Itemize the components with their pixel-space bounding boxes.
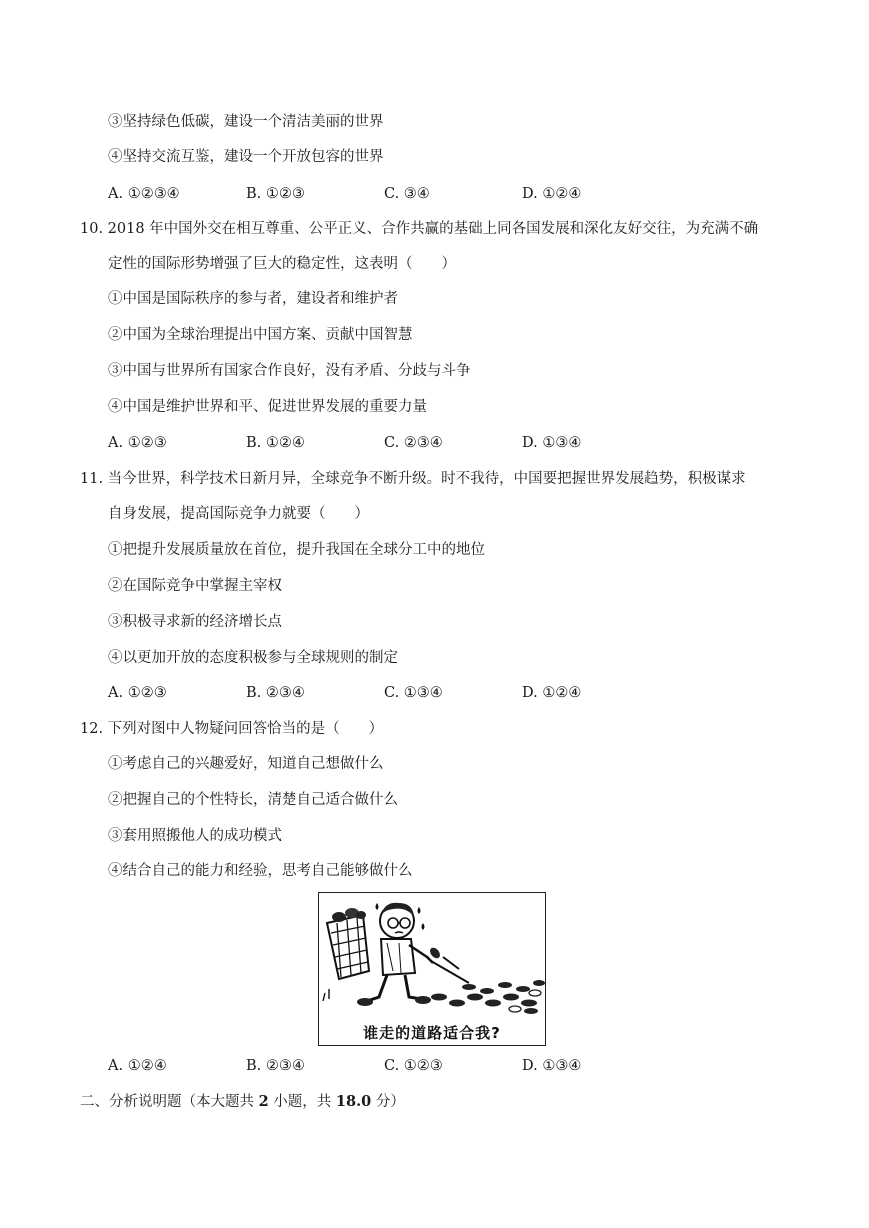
q12-option-c: C. ①②③ (384, 1058, 443, 1074)
q12-statement-2: ②把握自己的个性特长，清楚自己适合做什么 (108, 792, 398, 808)
q11-statement-3: ③积极寻求新的经济增长点 (108, 614, 282, 630)
q11-statement-1: ①把提升发展质量放在首位，提升我国在全球分工中的地位 (108, 542, 485, 558)
section-2-heading (80, 1092, 405, 1112)
q9-option-d: D. ①②④ (522, 186, 582, 202)
section-2-middle: 小题，共 (268, 1094, 336, 1110)
q10-option-d: D. ①③④ (522, 435, 582, 451)
q10-statement-1: ①中国是国际秩序的参与者，建设者和维护者 (108, 291, 398, 307)
q9-option-b: B. ①②③ (246, 186, 305, 202)
section-2-suffix: 分） (371, 1094, 405, 1110)
q10-statement-2: ②中国为全球治理提出中国方案、贡献中国智慧 (108, 327, 413, 343)
q10-option-c: C. ②③④ (384, 435, 443, 451)
q11-stem-line-1: 11. 当今世界，科学技术日新月异，全球竞争不断升级。时不我待，中国要把握世界发展趋势，积极谋求 (80, 471, 746, 487)
q9-option-a: A. ①②③④ (108, 186, 180, 202)
q10-stem-line-2: 定性的国际形势增强了巨大的稳定性，这表明（ ） (108, 256, 456, 272)
q10-option-a: A. ①②③ (108, 435, 167, 451)
q10-option-b: B. ①②④ (246, 435, 305, 451)
section-2-question-count: 2 (258, 1093, 269, 1110)
q10-statement-3: ③中国与世界所有国家合作良好，没有矛盾、分歧与斗争 (108, 363, 471, 379)
section-2-prefix: 二、分析说明题（本大题共 (80, 1094, 259, 1110)
q12-stem-line-1: 12. 下列对图中人物疑问回答恰当的是（ ） (80, 721, 384, 737)
q12-statement-4: ④结合自己的能力和经验，思考自己能够做什么 (108, 863, 413, 879)
q11-statement-2: ②在国际竞争中掌握主宰权 (108, 578, 282, 594)
q11-stem-line-2: 自身发展，提高国际竞争力就要（ ） (108, 506, 369, 522)
figure-caption: 谁走的道路适合我? (363, 1024, 501, 1042)
q11-option-a: A. ①②③ (108, 685, 167, 701)
q9-statement-4: ④坚持交流互鉴，建设一个开放包容的世界 (108, 149, 384, 165)
cartoon-figure (318, 892, 546, 1046)
q12-statement-1: ①考虑自己的兴趣爱好，知道自己想做什么 (108, 756, 384, 772)
q11-option-c: C. ①③④ (384, 685, 443, 701)
q12-statement-3: ③套用照搬他人的成功模式 (108, 828, 282, 844)
q11-option-d: D. ①②④ (522, 685, 582, 701)
q9-option-c: C. ③④ (384, 186, 430, 202)
q12-option-d: D. ①③④ (522, 1058, 582, 1074)
q10-statement-4: ④中国是维护世界和平、促进世界发展的重要力量 (108, 399, 427, 415)
q12-option-b: B. ②③④ (246, 1058, 305, 1074)
section-2-total-score: 18.0 (335, 1093, 372, 1110)
cartoon-illustration (319, 893, 546, 1023)
q10-stem-line-1: 10. 2018 年中国外交在相互尊重、公平正义、合作共赢的基础上同各国发展和深化友好交往，为充满不确 (80, 221, 759, 237)
q11-option-b: B. ②③④ (246, 685, 305, 701)
q11-statement-4: ④以更加开放的态度积极参与全球规则的制定 (108, 650, 398, 666)
q12-option-a: A. ①②④ (108, 1058, 167, 1074)
q9-statement-3: ③坚持绿色低碳，建设一个清洁美丽的世界 (108, 114, 384, 130)
